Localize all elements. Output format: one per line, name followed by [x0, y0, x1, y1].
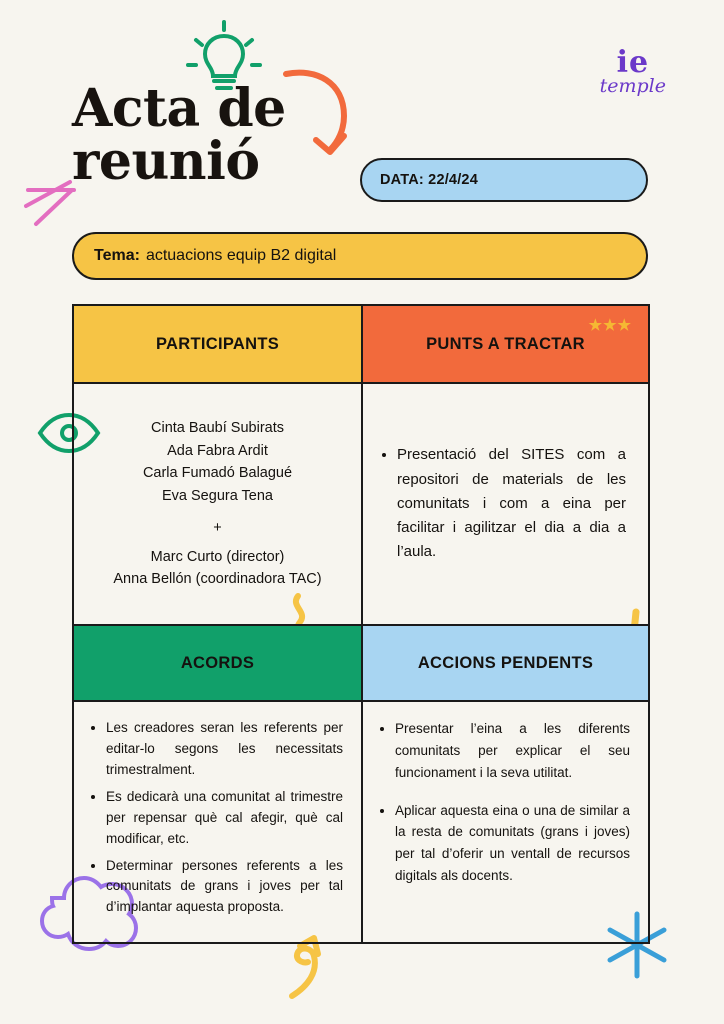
- list-item: • Les creadores seran les referents per editar-lo segons les necessitats trimestralment.: [106, 718, 343, 781]
- acords-list: [88, 718, 343, 918]
- acords-body: [74, 700, 361, 942]
- participant-name: Carla Fumadó Balagué: [142, 465, 293, 482]
- participant-name: Ada Fabra Ardit: [167, 442, 268, 459]
- accions-body: [361, 700, 648, 942]
- date-badge: [360, 158, 648, 202]
- participants-header-label: PARTICIPANTS: [155, 334, 280, 353]
- accions-header: [361, 624, 648, 700]
- participant-name: Eva Segura Tena: [162, 487, 273, 504]
- list-item: • Es dedicarà una comunitat al trimestre per repensar què cal afegir, què cal modificar, etc.: [106, 787, 343, 850]
- topic-badge: [72, 232, 648, 280]
- participant-extra: Marc Curto (director): [150, 548, 285, 565]
- punts-header: [361, 306, 648, 382]
- punts-list: [379, 443, 626, 564]
- list-item: • Determinar persones referents a les comunitats de grans i joves per tal d’implantar aquesta proposta.: [106, 856, 343, 919]
- brand-logo: [599, 45, 666, 97]
- list-item: • Presentació del SITES com a repositori de materials de les comunitats i com a eina per facilitar i agilitzar el dia a dia a l’aula.: [397, 443, 626, 564]
- participants-separator: +: [213, 520, 222, 537]
- meeting-minutes-table: [72, 304, 650, 944]
- topic-value: actuacions equip B2 digital: [145, 247, 337, 264]
- stars-icon: ★★★: [588, 317, 632, 334]
- acords-header: [74, 624, 361, 700]
- participant-extra: Anna Bellón (coordinadora TAC): [113, 571, 322, 588]
- punts-header-label: PUNTS A TRACTAR: [426, 334, 585, 353]
- topic-label: Tema:: [94, 247, 140, 264]
- participant-name: Cinta Baubí Subirats: [151, 420, 284, 437]
- accions-list: [377, 718, 630, 887]
- participants-body: [74, 382, 361, 624]
- logo-sub-text: temple: [599, 75, 666, 97]
- list-item: • Presentar l’eina a les diferents comunitats per explicar el seu funcionament i la seva utilitat.: [395, 718, 630, 784]
- logo-main-text: ie: [616, 45, 650, 80]
- page-title: Acta de reunió: [72, 78, 286, 193]
- participants-header: [74, 306, 361, 382]
- list-item: • Aplicar aquesta eina o una de similar a la resta de comunitats (grans i joves) per tal d’oferir un ventall de recursos digitals als docents.: [395, 800, 630, 887]
- accions-header-label: ACCIONS PENDENTS: [417, 653, 594, 672]
- punts-body: [361, 382, 648, 624]
- date-label: DATA: 22/4/24: [380, 172, 478, 188]
- acords-header-label: ACORDS: [180, 653, 255, 672]
